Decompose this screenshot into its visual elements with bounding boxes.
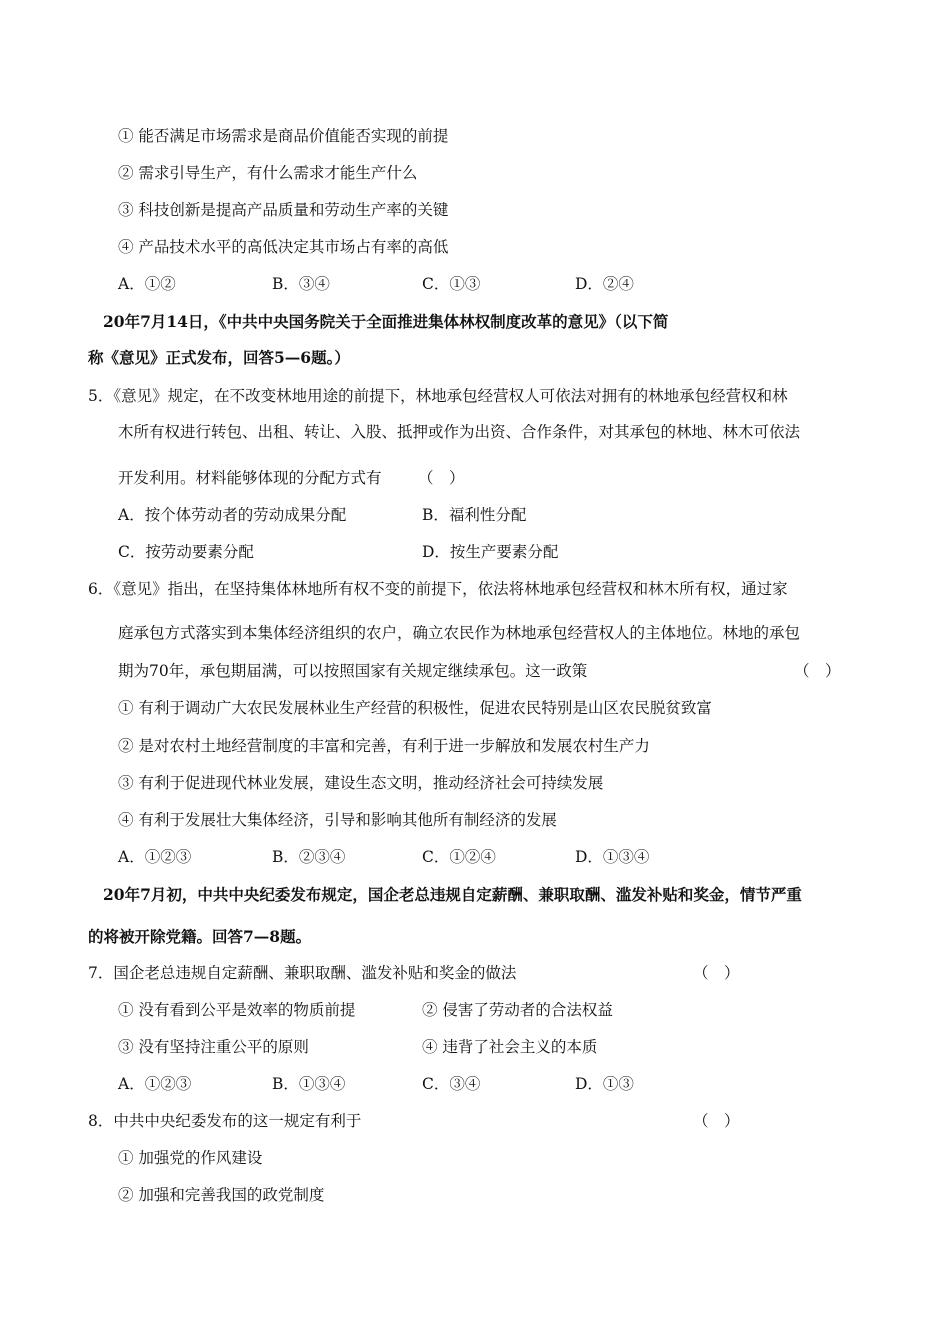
q4-option-d: D．②④ <box>575 275 634 293</box>
q7-answer-paren: （ ） <box>693 964 740 982</box>
q4-option-a: A．①② <box>118 275 176 293</box>
q6-option-d: D．①③④ <box>575 848 650 866</box>
q8-answer-paren: （ ） <box>693 1112 740 1130</box>
passage-2-line-2: 的将被开除党籍。回答7—8题。 <box>88 927 312 946</box>
q7-option-b: B．①③④ <box>272 1075 346 1093</box>
q5-option-b: B．福利性分配 <box>422 506 527 524</box>
q6-stem-line-2: 庭承包方式落实到本集体经济组织的农户，确立农民作为林地承包经营权人的主体地位。林地的承包 <box>118 624 801 642</box>
q6-item-4: ④ 有利于发展壮大集体经济，引导和影响其他所有制经济的发展 <box>118 811 557 829</box>
passage-2-line-1: 20年7月初，中共中央纪委发布规定，国企老总违规自定薪酬、兼职取酬、滥发补贴和奖金，情节严重 <box>103 885 802 904</box>
q6-answer-paren: （ ） <box>794 662 841 680</box>
q6-stem-line-1: 6．《意见》指出，在坚持集体林地所有权不变的前提下，依法将林地承包经营权和林木所有权，通过家 <box>88 580 788 598</box>
q5-stem-line-1: 5．《意见》规定，在不改变林地用途的前提下，林地承包经营权人可依法对拥有的林地承包经营权和林 <box>88 387 788 405</box>
q6-item-3: ③ 有利于促进现代林业发展，建设生态文明，推动经济社会可持续发展 <box>118 774 604 792</box>
passage-1-line-2: 称《意见》正式发布，回答5—6题。） <box>88 348 350 367</box>
q4-option-b: B．③④ <box>272 275 330 293</box>
q4-item-4: ④ 产品技术水平的高低决定其市场占有率的高低 <box>118 238 449 256</box>
q6-option-a: A．①②③ <box>118 848 192 866</box>
q4-item-3: ③ 科技创新是提高产品质量和劳动生产率的关键 <box>118 201 449 219</box>
q8-item-1: ① 加强党的作风建设 <box>118 1149 263 1167</box>
q4-item-2: ② 需求引导生产，有什么需求才能生产什么 <box>118 164 418 182</box>
q7-option-c: C．③④ <box>422 1075 481 1093</box>
q8-stem: 8．中共中央纪委发布的这一规定有利于 <box>88 1112 362 1130</box>
q5-stem-line-2: 木所有权进行转包、出租、转让、入股、抵押或作为出资、合作条件，对其承包的林地、林木可依法 <box>118 423 801 441</box>
q5-stem-line-3: 开发利用。材料能够体现的分配方式有 <box>118 469 382 487</box>
q7-item-2: ② 侵害了劳动者的合法权益 <box>422 1001 613 1019</box>
q4-option-c: C．①③ <box>422 275 481 293</box>
q6-stem-line-3: 期为70年，承包期届满，可以按照国家有关规定继续承包。这一政策 <box>118 662 588 680</box>
q6-option-b: B．②③④ <box>272 848 346 866</box>
q7-stem: 7．国企老总违规自定薪酬、兼职取酬、滥发补贴和奖金的做法 <box>88 964 517 982</box>
q7-item-1: ① 没有看到公平是效率的物质前提 <box>118 1001 356 1019</box>
q5-option-a: A．按个体劳动者的劳动成果分配 <box>118 506 347 524</box>
q7-item-4: ④ 违背了社会主义的本质 <box>422 1038 598 1056</box>
q4-item-1: ① 能否满足市场需求是商品价值能否实现的前提 <box>118 127 449 145</box>
q5-option-d: D．按生产要素分配 <box>422 543 559 561</box>
q8-item-2: ② 加强和完善我国的政党制度 <box>118 1186 325 1204</box>
q6-item-2: ② 是对农村土地经营制度的丰富和完善，有利于进一步解放和发展农村生产力 <box>118 737 650 755</box>
q7-option-d: D．①③ <box>575 1075 634 1093</box>
q7-option-a: A．①②③ <box>118 1075 192 1093</box>
q6-option-c: C．①②④ <box>422 848 496 866</box>
passage-1-line-1: 20年7月14日，《中共中央国务院关于全面推进集体林权制度改革的意见》（以下简 <box>103 312 669 331</box>
q7-item-3: ③ 没有坚持注重公平的原则 <box>118 1038 309 1056</box>
q5-option-c: C．按劳动要素分配 <box>118 543 254 561</box>
q6-item-1: ① 有利于调动广大农民发展林业生产经营的积极性，促进农民特别是山区农民脱贫致富 <box>118 699 712 717</box>
q5-answer-paren: （ ） <box>418 469 465 487</box>
